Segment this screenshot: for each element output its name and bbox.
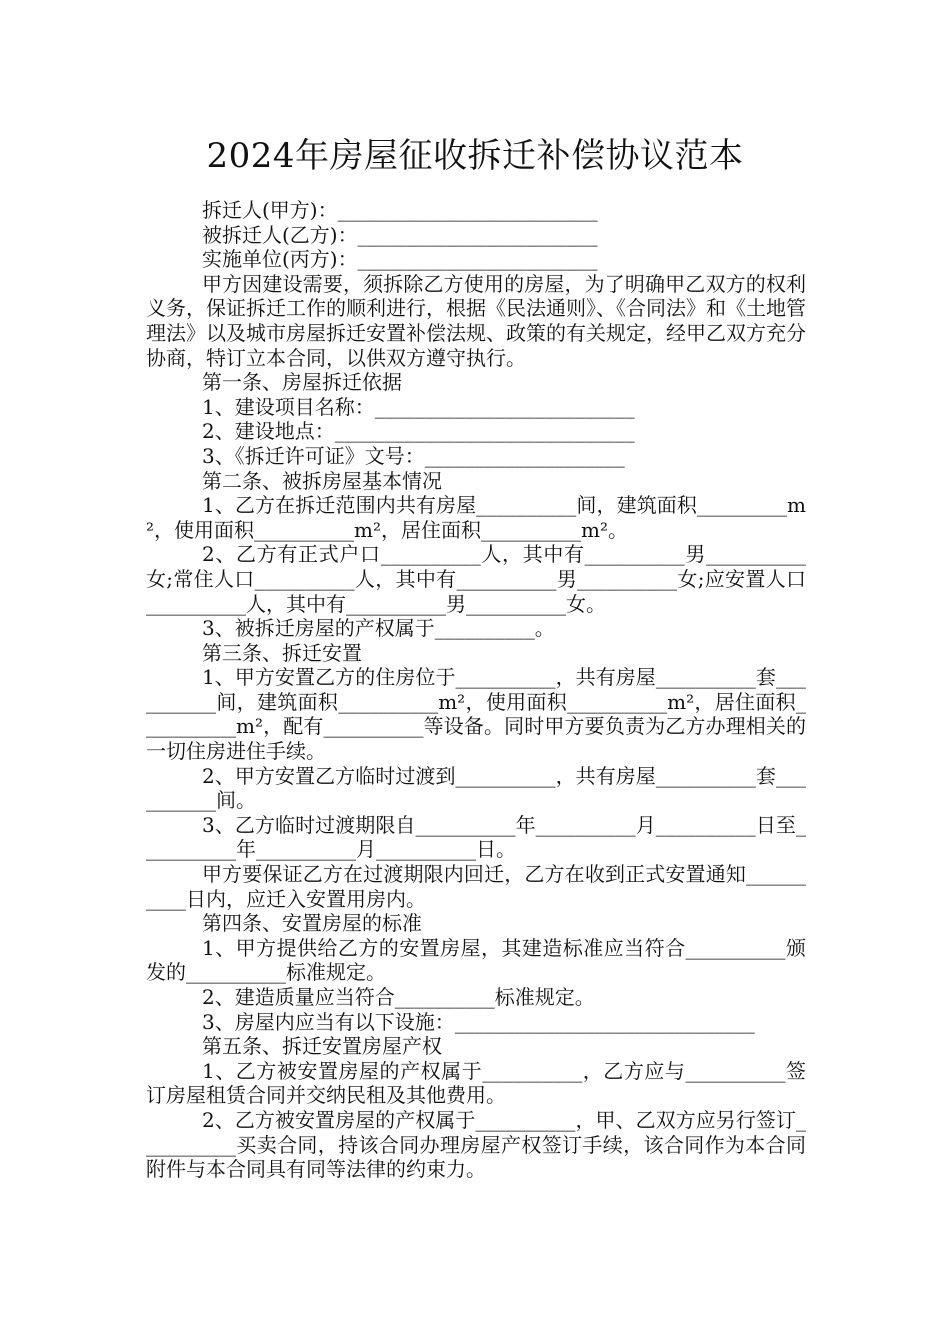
paragraph: 被拆迁人(乙方)：________________________ [202, 222, 598, 247]
paragraph: 2、乙方被安置房屋的产权属于__________，甲、乙双方应另行签订__________买卖合同，持该合同办理房屋产权签订手续，该合同作为本合同附件与本合同具有同等法律的约束力。 [146, 1107, 806, 1182]
paragraph: 2、建造质量应当符合__________标准规定。 [202, 985, 595, 1009]
paragraph: 1、乙方被安置房屋的产权属于__________，乙方应与__________签订房屋租赁合同并交纳民租及其他费用。 [146, 1058, 806, 1108]
paragraph: 第五条、拆迁安置房屋产权 [202, 1034, 442, 1059]
paragraph: 3、被拆迁房屋的产权属于__________。 [202, 616, 555, 641]
paragraph: 2、建设地点：______________________________ [202, 419, 635, 444]
paragraph: 第三条、拆迁安置 [202, 640, 362, 665]
paragraph: 1、建设项目名称：__________________________ [202, 394, 635, 419]
paragraph: 1、甲方安置乙方的住房位于__________，共有房屋__________套__________间，建筑面积__________m²，使用面积__________m²，居住面积__________m²，配有__________等设备。同时甲方要负责为乙方办理相关的一切住房进住手续。 [146, 665, 806, 764]
paragraph: 第一条、房屋拆迁依据 [202, 370, 402, 395]
document-title: 2024年房屋征收拆迁补偿协议范本 [206, 136, 744, 176]
paragraph: 甲方要保证乙方在过渡期限内回迁，乙方在收到正式安置通知__________日内，应迁入安置用房内。 [146, 862, 806, 911]
paragraph: 1、甲方提供给乙方的安置房屋，其建造标准应当符合__________颁发的__________标准规定。 [146, 935, 806, 985]
paragraph: 2、甲方安置乙方临时过渡到__________，共有房屋__________套__________间。 [146, 763, 806, 813]
paragraph: 3、乙方临时过渡期限自__________年__________月__________日至__________年__________月__________日。 [146, 812, 806, 862]
paragraph: 1、乙方在拆迁范围内共有房屋__________间，建筑面积_________m²，使用面积__________m²，居住面积__________m²。 [146, 493, 806, 542]
paragraph: 第二条、被拆房屋基本情况 [202, 468, 442, 493]
paragraph: 实施单位(丙方)：________________________ [202, 247, 598, 272]
paragraph: 3、房屋内应当有以下设施：______________________________ [202, 1009, 755, 1034]
paragraph: 甲方因建设需要，须拆除乙方使用的房屋，为了明确甲乙双方的权利义务，保证拆迁工作的顺利进行，根据《民法通则》、《合同法》和《土地管理法》以及城市房屋拆迁安置补偿法规、政策的有关规定，经甲乙双方充分协商，特订立本合同，以供双方遵守执行。 [146, 271, 806, 370]
paragraph: 3、《拆迁许可证》文号：____________________ [202, 443, 625, 468]
paragraph: 第四条、安置房屋的标准 [202, 911, 422, 936]
paragraph: 2、乙方有正式户口__________人，其中有__________男__________女;常住人口__________人，其中有__________男__________女;应安置人口__________人，其中有__________男__________女。 [146, 542, 806, 616]
paragraph: 拆迁人(甲方)：__________________________ [202, 198, 598, 222]
document-body [146, 198, 806, 1182]
